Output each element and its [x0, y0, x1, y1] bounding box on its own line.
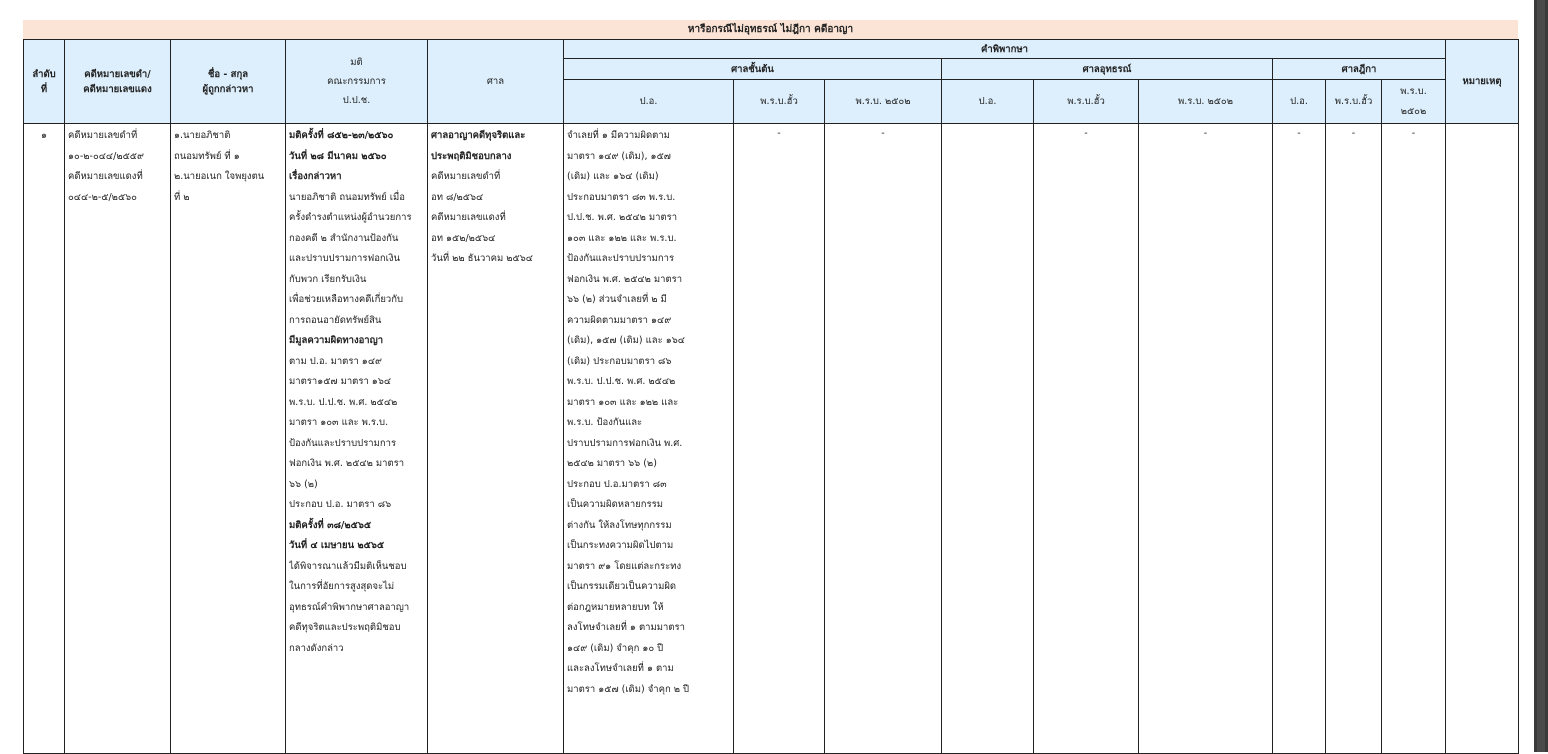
col-header-appeal-court: ศาลอุทธรณ์: [942, 59, 1273, 80]
row-no: ๑: [40, 130, 48, 141]
text-line: อุทธรณ์คำพิพากษาศาลอาญา: [289, 601, 410, 613]
text-line: มาตรา ๑๐๓ และ ๑๒๒ และ: [567, 396, 679, 408]
appeal-court-pa-header: ป.อ.: [942, 80, 1034, 124]
text-line: ประกอบ ป.อ.มาตรา ๘๓: [567, 478, 667, 490]
text-line: เป็นกรรมเดียวเป็นความผิด: [567, 581, 677, 592]
dash-value: -: [1203, 128, 1208, 139]
text-line: ในการที่อัยการสูงสุดจะไม่: [289, 581, 395, 592]
text-line: ประพฤติมิชอบกลาง: [431, 150, 512, 162]
text-line: ที่ ๒: [174, 191, 190, 203]
text-line: ป้องกันและปราบปรามการ: [567, 253, 675, 264]
col-header-resolution-line3: ป.ป.ช.: [342, 95, 371, 106]
col-header-no-line2: ที่: [40, 83, 48, 95]
appeal-court-pr-2502-cell: [1139, 124, 1273, 754]
col-header-first-court: ศาลชั้นต้น: [564, 59, 942, 80]
col-header-resolution-line2: คณะกรรมการ: [327, 76, 386, 87]
case-number-lines: [65, 124, 170, 208]
text-line: มติครั้งที่ ๓๘/๒๕๖๕: [289, 519, 372, 531]
col-header-supreme-court: ศาลฎีกา: [1273, 59, 1446, 80]
text-line: มาตรา ๑๐๓ และ พ.ร.บ.: [289, 417, 389, 428]
court-cell: [428, 124, 564, 754]
text-line: (เดิม) ประกอบมาตรา ๘๖: [567, 355, 672, 367]
col-header-resolution: [286, 40, 428, 124]
text-line: คดีทุจริตและประพฤติมิชอบ: [289, 622, 401, 633]
text-line: วันที่ ๒๘ มีนาคม ๒๕๖๐: [289, 150, 387, 162]
text-line: พ.ร.บ. ป.ป.ช. พ.ศ. ๒๕๔๒: [567, 376, 676, 387]
first-court-pr-2502-cell: [825, 124, 942, 754]
text-line: ๑๐๓ และ ๑๒๒ และ พ.ร.บ.: [567, 232, 677, 244]
first-court-pr-bh-cell: [734, 124, 825, 754]
col-header-case-line1: คดีหมายเลขดำ/: [84, 68, 151, 80]
text-line: มาตรา ๑๔๙ (เดิม), ๑๕๗: [567, 150, 671, 162]
table-banner-title: หารือกรณีไม่อุทธรณ์ ไม่ฎีกา คดีอาญา: [23, 20, 1518, 39]
text-line: ต่อกฎหมายหลายบท ให้: [567, 601, 664, 613]
appeal-court-pr-2502-header: พ.ร.บ. ๒๕๐๒: [1139, 80, 1273, 124]
text-line: คดีหมายเลขดำที่: [68, 130, 138, 141]
text-line: ตาม ป.อ. มาตรา ๑๔๙: [289, 355, 382, 367]
text-line: ฟอกเงิน พ.ศ. ๒๕๔๒ มาตรา: [567, 273, 683, 285]
text-line: ๖๖ (๒) ส่วนจำเลยที่ ๒ มี: [567, 294, 667, 305]
scrollbar-thumb[interactable]: [1537, 0, 1545, 752]
text-line: มาตรา ๙๑ โดยแต่ละกระทง: [567, 560, 682, 572]
first-court-pa-cell: [564, 124, 734, 754]
table-row: [24, 124, 1519, 754]
text-line: ๒๕๔๒ มาตรา ๖๖ (๒): [567, 458, 657, 469]
text-line: เป็นความผิดหลายกรรม: [567, 499, 663, 510]
col-header-name: [171, 40, 286, 124]
accused-name-cell: [171, 124, 286, 754]
case-number-cell: [65, 124, 171, 754]
text-line: มติครั้งที่ ๘๕๒-๒๓/๒๕๖๐: [289, 130, 394, 141]
text-line: ๑.นายอภิชาติ: [174, 130, 231, 141]
supreme-court-pr-2502-line2: ๒๕๐๒: [1400, 105, 1427, 117]
text-line: เป็นกระทงความผิดไปตาม: [567, 540, 674, 551]
text-line: ประกอบมาตรา ๘๓ พ.ร.บ.: [567, 191, 676, 203]
supreme-court-pr-bh-header: พ.ร.บ.ฮั้ว: [1326, 80, 1382, 124]
supreme-court-pa-cell: [1273, 124, 1326, 754]
supreme-court-pr-bh-cell: [1326, 124, 1382, 754]
verdict-lines: [564, 124, 733, 700]
dash-value: -: [777, 128, 781, 139]
first-court-pr-bh-header: พ.ร.บ.ฮั้ว: [734, 80, 825, 124]
text-line: ครั้งดำรงตำแหน่งผู้อำนวยการ: [289, 212, 412, 223]
text-line: อท ๘/๒๕๖๔: [431, 191, 484, 203]
col-header-court: ศาล: [428, 40, 564, 124]
text-line: นายอภิชาติ ถนอมทรัพย์ เมื่อ: [289, 191, 405, 203]
first-court-pr-2502-header: พ.ร.บ. ๒๕๐๒: [825, 80, 942, 124]
dash-value: -: [881, 128, 885, 139]
remark-cell: [1446, 124, 1519, 754]
dash-value: -: [1351, 128, 1356, 139]
supreme-court-pr-2502-line1: พ.ร.บ.: [1400, 85, 1427, 97]
text-line: กลางดังกล่าว: [289, 642, 344, 654]
col-header-no-line1: ลำดับ: [32, 68, 56, 80]
text-line: เรื่องกล่าวหา: [289, 171, 342, 182]
text-line: ต่างกัน ให้ลงโทษทุกกรรม: [567, 519, 672, 531]
text-line: เพื่อช่วยเหลือทางคดีเกี่ยวกับ: [289, 294, 404, 305]
text-line: ป.ป.ช. พ.ศ. ๒๕๔๒ มาตรา: [567, 212, 678, 223]
supreme-court-pr-2502-header: [1382, 80, 1446, 124]
dash-value: -: [1084, 128, 1088, 139]
supreme-court-pa-header: ป.อ.: [1273, 80, 1326, 124]
first-court-pa-header: ป.อ.: [564, 80, 734, 124]
text-line: มาตรา ๑๕๗ (เดิม) จำคุก ๒ ปี: [567, 683, 690, 695]
col-header-case-line2: คดีหมายเลขแดง: [83, 83, 152, 95]
text-line: จำเลยที่ ๑ มีความผิดตาม: [567, 130, 670, 141]
text-line: กองคดี ๒ สำนักงานป้องกัน: [289, 232, 399, 244]
case-table: [23, 39, 1519, 754]
vertical-scrollbar[interactable]: [1534, 0, 1548, 752]
text-line: และลงโทษจำเลยที่ ๑ ตาม: [567, 663, 674, 674]
row-no-cell: [24, 124, 65, 754]
accused-name-lines: [171, 124, 285, 208]
text-line: วันที่ ๔ เมษายน ๒๕๖๕: [289, 540, 385, 551]
text-line: ฟอกเงิน พ.ศ. ๒๕๔๒ มาตรา: [289, 458, 405, 469]
text-line: คดีหมายเลขแดงที่: [431, 212, 506, 223]
text-line: อท ๑๕๒/๒๕๖๔: [431, 232, 496, 244]
text-line: กับพวก เรียกรับเงิน: [289, 273, 367, 285]
text-line: และปราบปรามการฟอกเงิน: [289, 253, 401, 264]
col-header-name-line2: ผู้ถูกกล่าวหา: [202, 83, 254, 95]
text-line: ความผิดตามมาตรา ๑๔๙: [567, 314, 672, 326]
text-line: ถนอมทรัพย์ ที่ ๑: [174, 150, 240, 162]
text-line: ๖๖ (๒): [289, 478, 318, 490]
text-line: (เดิม) และ ๑๖๔ (เดิม): [567, 171, 659, 182]
col-header-no: [24, 40, 65, 124]
text-line: ป้องกันและปราบปรามการ: [289, 437, 397, 449]
text-line: (เดิม), ๑๕๗ (เดิม) และ ๑๖๔: [567, 335, 685, 346]
text-line: ปราบปรามการฟอกเงิน พ.ศ.: [567, 437, 683, 449]
col-header-resolution-line1: มติ: [350, 57, 363, 68]
col-header-case: [65, 40, 171, 124]
text-line: ลงโทษจำเลยที่ ๑ ตามมาตรา: [567, 622, 685, 633]
text-line: ประกอบ ป.อ. มาตรา ๘๖: [289, 499, 392, 510]
text-line: คดีหมายเลขดำที่: [431, 171, 501, 182]
text-line: ๒.นายอเนก ใจพยุงตน: [174, 171, 265, 182]
dash-value: -: [1297, 128, 1301, 139]
appeal-court-pr-bh-header: พ.ร.บ.ฮั้ว: [1034, 80, 1139, 124]
col-header-name-line1: ชื่อ - สกุล: [207, 68, 249, 80]
col-header-judgment: คำพิพากษา: [564, 40, 1446, 59]
text-line: มาตรา๑๕๗ มาตรา ๑๖๔: [289, 376, 392, 387]
text-line: พ.ร.บ. ป้องกันและ: [567, 417, 643, 428]
supreme-court-pr-2502-cell: [1382, 124, 1446, 754]
text-line: คดีหมายเลขแดงที่: [68, 171, 143, 182]
text-line: การถอนอายัดทรัพย์สิน: [289, 314, 382, 326]
appeal-court-pr-bh-cell: [1034, 124, 1139, 754]
text-line: ๑๔๙ (เดิม) จำคุก ๑๐ ปี: [567, 642, 664, 654]
court-lines: [428, 124, 563, 270]
text-line: ศาลอาญาคดีทุจริตและ: [431, 130, 526, 141]
text-line: วันที่ ๒๒ ธันวาคม ๒๕๖๔: [431, 253, 533, 264]
resolution-cell: [286, 124, 428, 754]
dash-value: -: [1411, 128, 1416, 139]
resolution-lines: [286, 124, 427, 659]
text-line: มีมูลความผิดทางอาญา: [289, 335, 384, 346]
text-line: ๐๔๔-๒-๕/๒๕๖๐: [68, 191, 137, 203]
text-line: ๑๐-๒-๐๔๔/๒๕๕๙: [68, 150, 144, 162]
appeal-court-pa-cell: [942, 124, 1034, 754]
col-header-remark: หมายเหตุ: [1446, 40, 1519, 124]
text-line: ได้พิจารณาแล้วมีมติเห็นชอบ: [289, 560, 407, 572]
header-row-1: [24, 40, 1519, 59]
text-line: พ.ร.บ. ป.ป.ช. พ.ศ. ๒๕๔๒: [289, 396, 398, 408]
